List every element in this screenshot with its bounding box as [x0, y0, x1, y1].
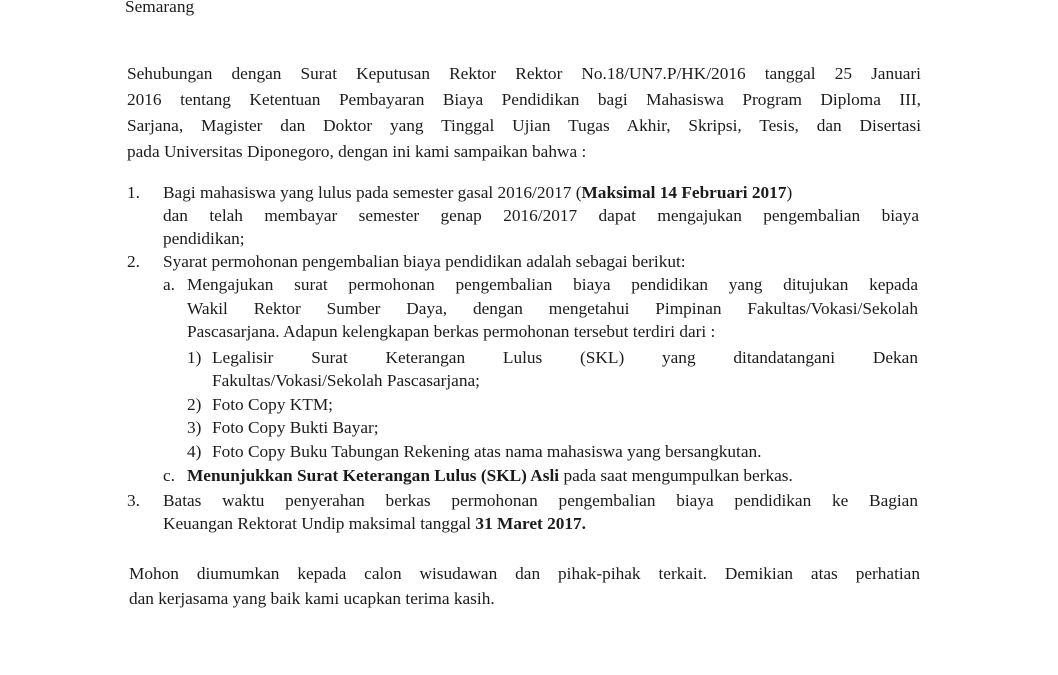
closing-line-1: Mohon diumumkan kepada calon wisudawan dan pihak-pihak terkait. Demikian atas perhatian: [129, 564, 920, 583]
item-1-text-b: ): [786, 183, 793, 202]
item-1-text-a: Bagi mahasiswa yang lulus pada semester gasal 2016/2017 (: [163, 183, 582, 202]
requirement-3-number: 3): [187, 418, 202, 437]
requirement-1-line-2: Fakultas/Vokasi/Sekolah Pascasarjana;: [212, 371, 480, 390]
item-2c-line: [187, 465, 793, 487]
intro-line-3: Sarjana, Magister dan Doktor yang Tinggal Ujian Tugas Akhir, Skripsi, Tesis, dan Disertasi: [127, 116, 921, 135]
item-3-line-2-text: Keuangan Rektorat Undip maksimal tanggal: [163, 514, 476, 533]
requirement-4-number: 4): [187, 442, 202, 461]
item-1-line-1: [163, 182, 792, 204]
requirement-4-text: Foto Copy Buku Tabungan Rekening atas nama mahasiswa yang bersangkutan.: [212, 442, 762, 461]
requirement-2-text: Foto Copy KTM;: [212, 395, 333, 414]
item-2c-letter: c.: [163, 466, 175, 485]
closing-line-2: dan kerjasama yang baik kami ucapkan terima kasih.: [129, 589, 495, 608]
item-2-number: 2.: [127, 252, 140, 271]
intro-line-4: pada Universitas Diponegoro, dengan ini kami sampaikan bahwa :: [127, 142, 587, 161]
item-1-line-3: pendidikan;: [163, 229, 245, 248]
item-3-deadline: 31 Maret 2017.: [475, 514, 586, 533]
item-2a-line-1: Mengajukan surat permohonan pengembalian biaya pendidikan yang ditujukan kepada: [187, 275, 918, 294]
requirement-1-line-1: Legalisir Surat Keterangan Lulus (SKL) yang ditandatangani Dekan: [212, 348, 918, 367]
requirement-1-number: 1): [187, 348, 202, 367]
item-2-intro: Syarat permohonan pengembalian biaya pendidikan adalah sebagai berikut:: [163, 252, 686, 271]
item-3-line-2: [163, 513, 586, 535]
city-header: Semarang: [125, 0, 195, 16]
item-2a-line-2: Wakil Rektor Sumber Daya, dengan mengetahui Pimpinan Fakultas/Vokasi/Sekolah: [187, 299, 918, 318]
item-2a-line-3: Pascasarjana. Adapun kelengkapan berkas permohonan tersebut terdiri dari :: [187, 322, 716, 341]
requirement-3-text: Foto Copy Bukti Bayar;: [212, 418, 379, 437]
item-2a-letter: a.: [163, 275, 175, 294]
intro-line-2: 2016 tentang Ketentuan Pembayaran Biaya Pendidikan bagi Mahasiswa Program Diploma III,: [127, 90, 921, 109]
item-3-number: 3.: [127, 491, 140, 510]
item-1-line-2: dan telah membayar semester genap 2016/2017 dapat mengajukan pengembalian biaya: [163, 206, 919, 225]
item-2c-text: pada saat mengumpulkan berkas.: [559, 466, 793, 485]
requirement-2-number: 2): [187, 395, 202, 414]
item-3-line-1: Batas waktu penyerahan berkas permohonan pengembalian biaya pendidikan ke Bagian: [163, 491, 918, 510]
intro-line-1: Sehubungan dengan Surat Keputusan Rektor Rektor No.18/UN7.P/HK/2016 tanggal 25 Januari: [127, 64, 921, 83]
item-1-deadline: Maksimal 14 Februari 2017: [581, 183, 787, 202]
item-1-number: 1.: [127, 183, 140, 202]
item-2c-bold: Menunjukkan Surat Keterangan Lulus (SKL) Asli: [187, 466, 560, 485]
